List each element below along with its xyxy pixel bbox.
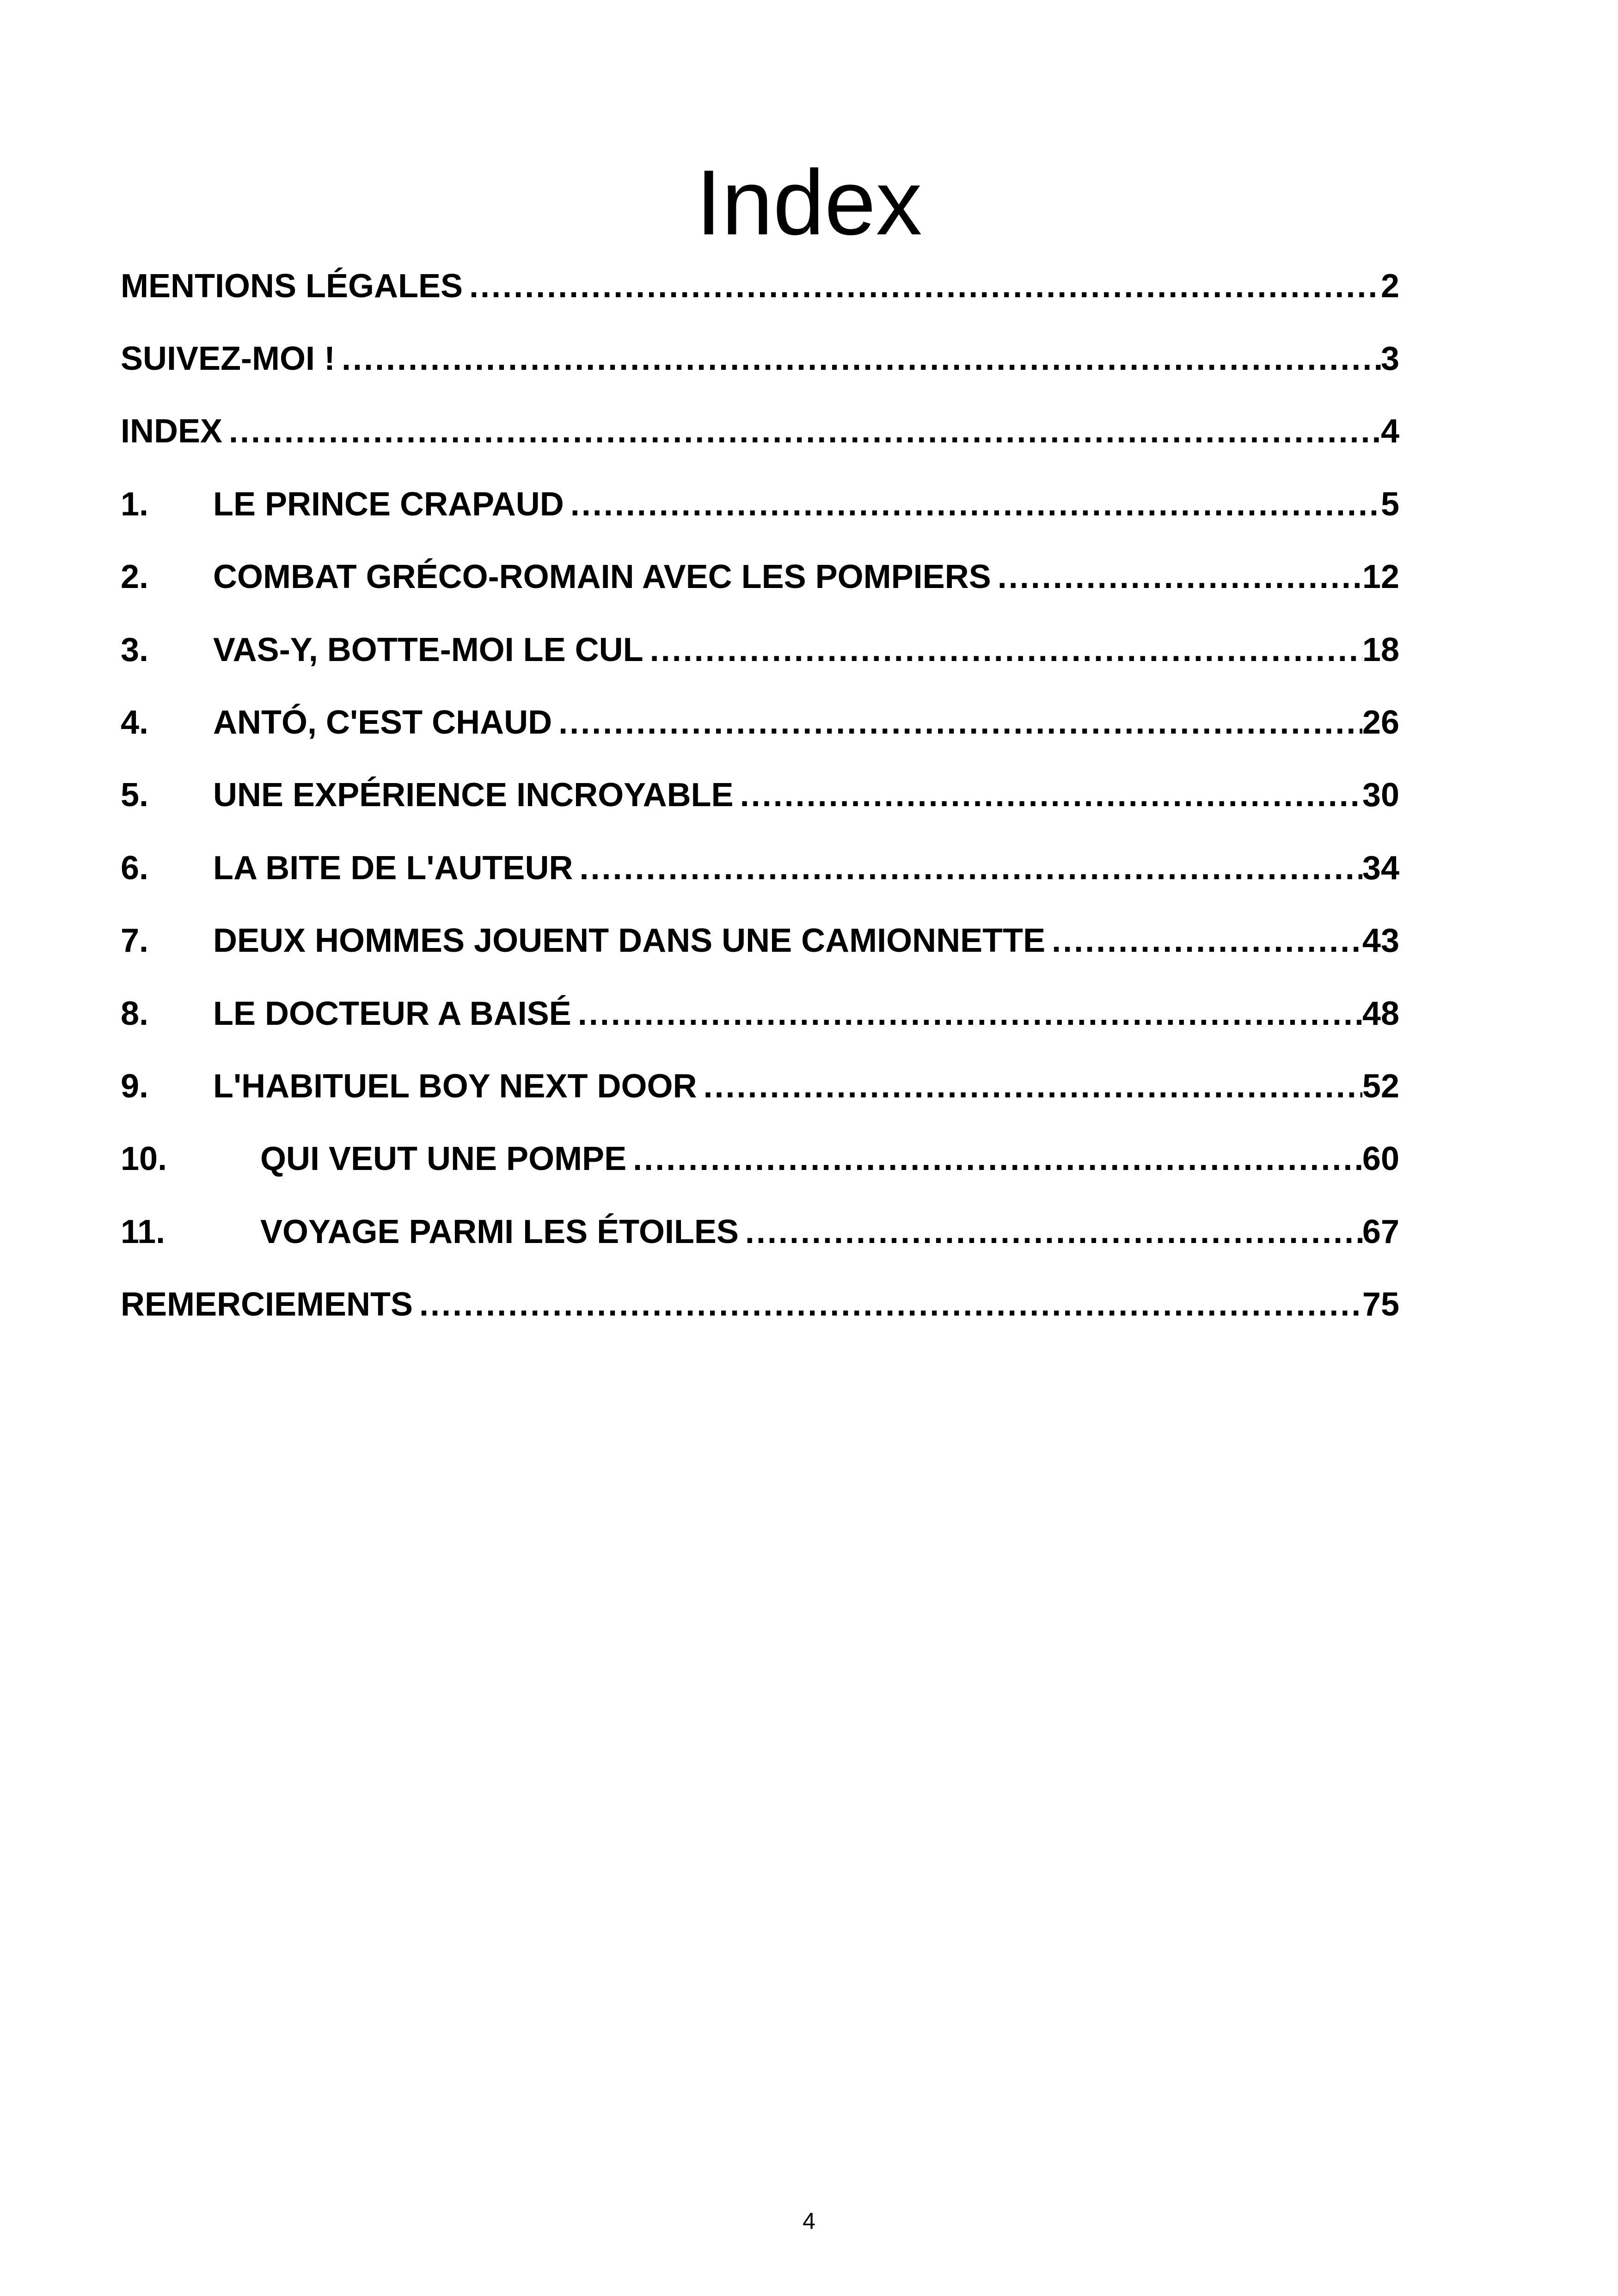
toc-entry-label: LE DOCTEUR A BAISÉ xyxy=(213,995,571,1032)
toc-entry-number: 6. xyxy=(121,849,149,887)
toc-entry-page: 5 xyxy=(1380,485,1399,523)
page-number: 4 xyxy=(803,2208,815,2234)
toc-dot-leader xyxy=(644,631,1362,669)
toc-entry-page: 4 xyxy=(1380,413,1399,450)
toc-entry-page: 67 xyxy=(1362,1213,1399,1250)
toc-entry-chapter-7[interactable] xyxy=(121,905,1399,977)
toc-entry-label: L'HABITUEL BOY NEXT DOOR xyxy=(213,1067,697,1105)
toc-entry-number: 10. xyxy=(121,1140,167,1178)
toc-dot-leader xyxy=(571,995,1362,1033)
toc-entry-label: QUI VEUT UNE POMPE xyxy=(260,1140,627,1178)
toc-dot-leader xyxy=(991,558,1362,596)
toc-entry-number: 8. xyxy=(121,995,149,1032)
toc-dot-leader xyxy=(335,340,1381,378)
toc-entry-suivez-moi[interactable] xyxy=(121,322,1399,395)
toc-entry-page: 60 xyxy=(1362,1140,1399,1178)
toc-entry-remerciements[interactable] xyxy=(121,1268,1399,1341)
toc-entry-index[interactable] xyxy=(121,395,1399,468)
toc-entry-number: 5. xyxy=(121,777,149,814)
toc-entry-number: 3. xyxy=(121,631,149,668)
toc-entry-label: ANTÓ, C'EST CHAUD xyxy=(213,704,552,741)
toc-entry-page: 3 xyxy=(1380,340,1399,378)
toc-entry-label: COMBAT GRÉCO-ROMAIN AVEC LES POMPIERS xyxy=(213,558,991,596)
toc-entry-page: 18 xyxy=(1362,631,1399,668)
toc-dot-leader xyxy=(222,412,1381,450)
toc-dot-leader xyxy=(739,1213,1362,1251)
toc-entry-label: LE PRINCE CRAPAUD xyxy=(213,485,564,523)
toc-dot-leader xyxy=(1045,922,1362,960)
toc-entry-label: VAS-Y, BOTTE-MOI LE CUL xyxy=(213,631,644,668)
toc-entry-label: MENTIONS LÉGALES xyxy=(121,267,463,305)
toc-entry-label: UNE EXPÉRIENCE INCROYABLE xyxy=(213,777,734,814)
toc-entry-page: 48 xyxy=(1362,995,1399,1032)
toc-entry-chapter-3[interactable] xyxy=(121,613,1399,686)
toc-entry-page: 75 xyxy=(1362,1286,1399,1323)
toc-dot-leader xyxy=(573,849,1362,887)
toc-entry-page: 43 xyxy=(1362,922,1399,960)
toc-entry-chapter-4[interactable] xyxy=(121,686,1399,759)
toc-entry-label: DEUX HOMMES JOUENT DANS UNE CAMIONNETTE xyxy=(213,922,1046,960)
toc-entry-number: 9. xyxy=(121,1067,149,1105)
toc-dot-leader xyxy=(697,1067,1362,1105)
toc-entry-page: 2 xyxy=(1380,267,1399,305)
toc-entry-number: 1. xyxy=(121,485,149,523)
toc-entry-number: 4. xyxy=(121,704,149,741)
toc-entry-label: VOYAGE PARMI LES ÉTOILES xyxy=(260,1213,739,1250)
toc-dot-leader xyxy=(564,485,1381,523)
toc-entry-label: INDEX xyxy=(121,413,223,450)
toc-entry-number: 7. xyxy=(121,922,149,960)
toc-entry-chapter-11[interactable] xyxy=(121,1195,1399,1268)
toc-entry-chapter-5[interactable] xyxy=(121,759,1399,832)
toc-entry-page: 12 xyxy=(1362,558,1399,596)
toc-entry-chapter-9[interactable] xyxy=(121,1050,1399,1122)
page-title: Index xyxy=(696,151,922,254)
toc-dot-leader xyxy=(463,267,1381,305)
toc-entry-chapter-6[interactable] xyxy=(121,832,1399,904)
toc-dot-leader xyxy=(626,1140,1362,1178)
toc-entry-page: 26 xyxy=(1362,704,1399,741)
toc-dot-leader xyxy=(552,704,1362,741)
table-of-contents xyxy=(121,250,1399,1341)
toc-entry-label: LA BITE DE L'AUTEUR xyxy=(213,849,573,887)
toc-dot-leader xyxy=(413,1286,1362,1323)
toc-entry-page: 34 xyxy=(1362,849,1399,887)
toc-entry-page: 52 xyxy=(1362,1067,1399,1105)
toc-entry-mentions-legales[interactable] xyxy=(121,250,1399,322)
toc-dot-leader xyxy=(734,776,1362,814)
toc-entry-number: 2. xyxy=(121,558,149,596)
toc-entry-chapter-10[interactable] xyxy=(121,1123,1399,1195)
toc-entry-chapter-8[interactable] xyxy=(121,977,1399,1050)
toc-entry-chapter-2[interactable] xyxy=(121,541,1399,613)
toc-entry-label: SUIVEZ-MOI ! xyxy=(121,340,335,378)
toc-entry-number: 11. xyxy=(121,1213,165,1250)
toc-entry-label: REMERCIEMENTS xyxy=(121,1286,413,1323)
toc-entry-chapter-1[interactable] xyxy=(121,468,1399,540)
toc-entry-page: 30 xyxy=(1362,777,1399,814)
